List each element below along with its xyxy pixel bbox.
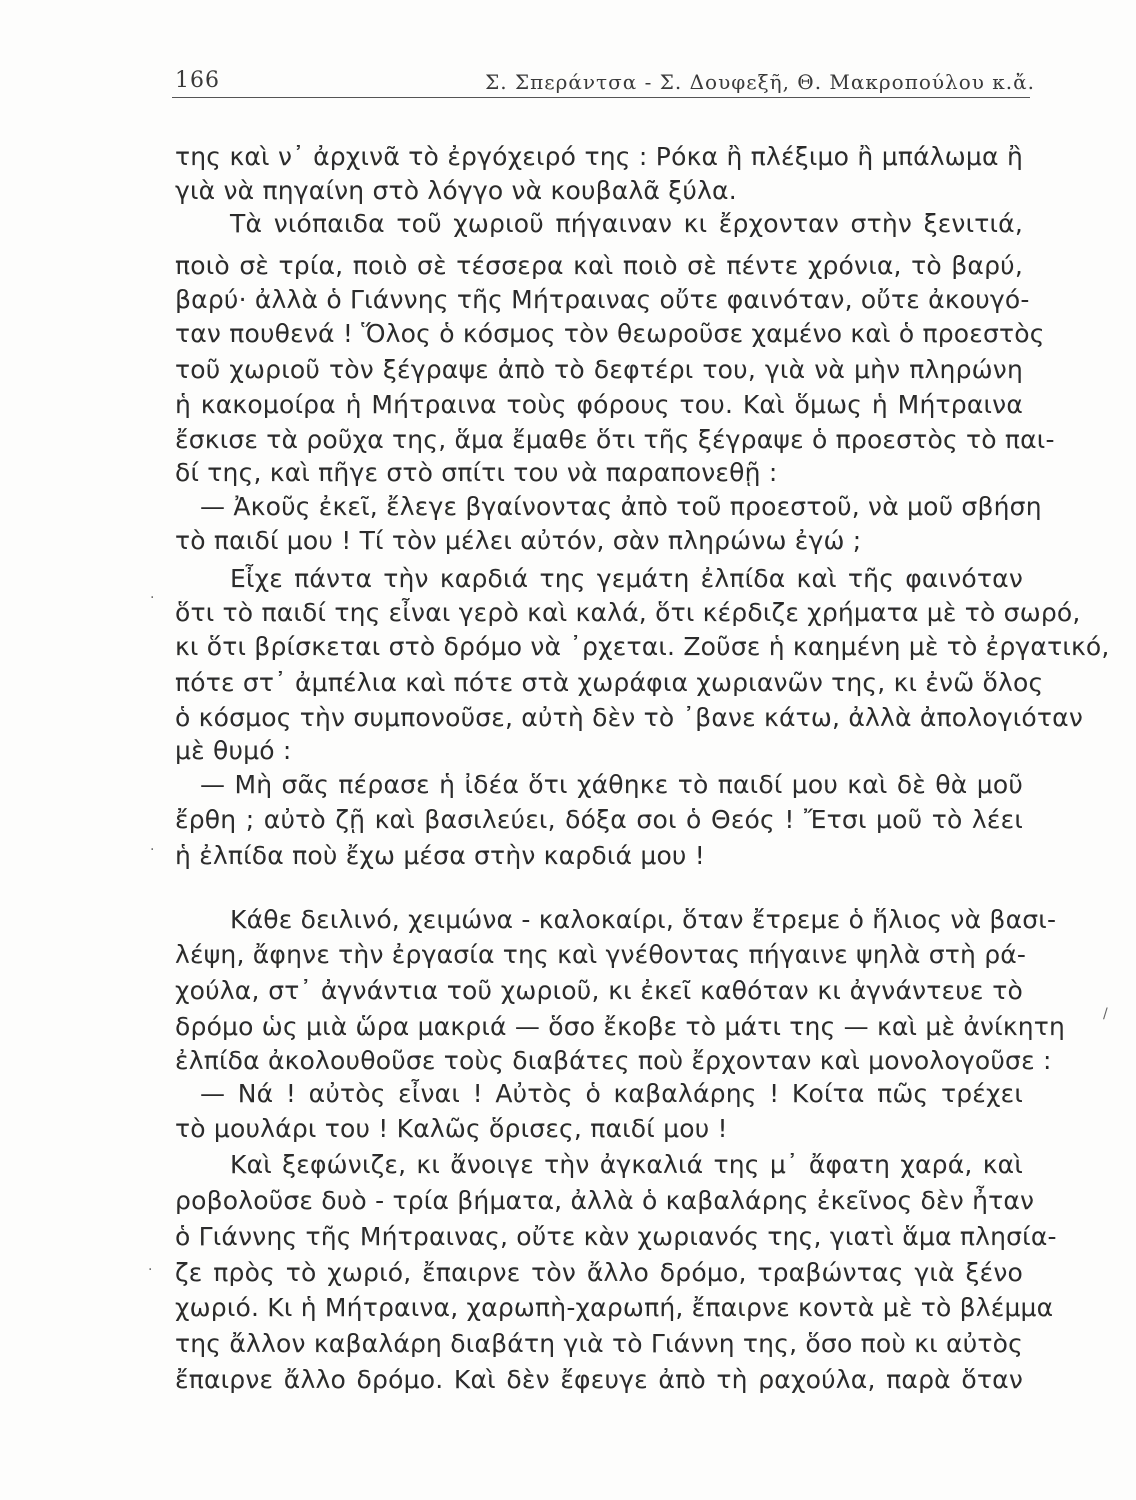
text-line: ἡ ἐλπίδα ποὺ ἔχω μέσα στὴν καρδιά μου ! (175, 841, 705, 870)
text-line: — Νά ! αὐτὸς εἶναι ! Αὐτὸς ὁ καβαλάρης ! Κοίτα πῶς τρέχει (200, 1079, 1023, 1108)
text-line: γιὰ νὰ πηγαίνη στὸ λόγγο νὰ κουβαλᾶ ξύλα. (175, 176, 737, 205)
text-line: της καὶ ν᾽ ἀρχινᾶ τὸ ἐργόχειρό της : Ρόκα ἢ πλέξιμο ἢ μπάλωμα ἢ (175, 142, 1023, 171)
margin-speck: · (150, 842, 155, 858)
text-line: δί της, καὶ πῆγε στὸ σπίτι του νὰ παραπονεθῇ : (175, 458, 778, 487)
text-line: ταν πουθενά ! Ὅλος ὁ κόσμος τὸν θεωροῦσε χαμένο καὶ ὁ προεστὸς (175, 319, 1045, 348)
text-line: ἡ κακομοίρα ἡ Μήτραινα τοὺς φόρους του. Καὶ ὅμως ἡ Μήτραινα (175, 390, 1023, 419)
text-line: ὁ Γιάννης τῆς Μήτραινας, οὔτε κὰν χωριανός της, γιατὶ ἅμα πλησία- (175, 1222, 1057, 1251)
text-line: ὅτι τὸ παιδί της εἶναι γερὸ καὶ καλά, ὅτι κέρδιζε χρήματα μὲ τὸ σωρό, (175, 598, 1081, 627)
text-line: βαρύ· ἀλλὰ ὁ Γιάννης τῆς Μήτραινας οὔτε φαινόταν, οὔτε ἀκουγό- (175, 285, 1030, 314)
text-line: Κάθε δειλινό, χειμώνα - καλοκαίρι, ὅταν ἔτρεμε ὁ ἥλιος νὰ βασι- (230, 905, 1057, 934)
margin-speck: / (1103, 1006, 1108, 1022)
text-line: τὸ παιδί μου ! Τί τὸν μέλει αὐτόν, σὰν πληρώνω ἐγώ ; (175, 526, 862, 555)
text-line: χωριό. Κι ἡ Μήτραινα, χαρωπὴ-χαρωπή, ἔπαιρνε κοντὰ μὲ τὸ βλέμμα (175, 1293, 1054, 1322)
text-line: — Ἀκοῦς ἐκεῖ, ἔλεγε βγαίνοντας ἀπὸ τοῦ προεστοῦ, νὰ μοῦ σβήση (200, 492, 1042, 521)
text-line: κι ὅτι βρίσκεται στὸ δρόμο νὰ ᾽ρχεται. Ζοῦσε ἡ καημένη μὲ τὸ ἐργατικό, (175, 632, 1110, 661)
text-line: ἔσκισε τὰ ροῦχα της, ἅμα ἔμαθε ὅτι τῆς ξέγραψε ὁ προεστὸς τὸ παι- (175, 425, 1055, 454)
text-line: Εἶχε πάντα τὴν καρδιά της γεμάτη ἐλπίδα καὶ τῆς φαινόταν (230, 564, 1023, 593)
text-line: τὸ μουλάρι του ! Καλῶς ὅρισες, παιδί μου ! (175, 1114, 728, 1143)
margin-speck: · (150, 590, 155, 606)
text-line: δρόμο ὡς μιὰ ὥρα μακριά — ὅσο ἔκοβε τὸ μάτι της — καὶ μὲ ἀνίκητη (175, 1012, 1066, 1041)
margin-speck: · (148, 1262, 153, 1278)
text-line: ἔπαιρνε ἄλλο δρόμο. Καὶ δὲν ἔφευγε ἀπὸ τὴ ραχούλα, παρὰ ὅταν (175, 1365, 1023, 1394)
text-line: Τὰ νιόπαιδα τοῦ χωριοῦ πήγαιναν κι ἔρχονταν στὴν ξενιτιά, (230, 209, 1023, 238)
text-line: ὁ κόσμος τὴν συμπονοῦσε, αὐτὴ δὲν τὸ ᾽βανε κάτω, ἀλλὰ ἀπολογιόταν (175, 703, 1083, 732)
text-line: μὲ θυμό : (175, 736, 292, 765)
text-line: ἔρθη ; αὐτὸ ζῇ καὶ βασιλεύει, δόξα σοι ὁ Θεός ! Ἔτσι μοῦ τὸ λέει (175, 805, 1023, 834)
page-header (175, 68, 1035, 98)
running-head: Σ. Σπεράντσα - Σ. Δουφεξῆ, Θ. Μακροπούλου κ.ἄ. (485, 70, 1035, 94)
text-line: ροβολοῦσε δυὸ - τρία βήματα, ἀλλὰ ὁ καβαλάρης ἐκεῖνος δὲν ἦταν (175, 1186, 1035, 1215)
text-line: — Μὴ σᾶς πέρασε ἡ ἰδέα ὅτι χάθηκε τὸ παιδί μου καὶ δὲ θὰ μοῦ (200, 770, 1023, 799)
text-line: τοῦ χωριοῦ τὸν ξέγραψε ἀπὸ τὸ δεφτέρι του, γιὰ νὰ μὴν πληρώνη (175, 355, 1023, 384)
text-line: πότε στ᾽ ἀμπέλια καὶ πότε στὰ χωράφια χωριανῶν της, κι ἐνῶ ὅλος (175, 668, 1044, 697)
header-rule (172, 97, 1030, 98)
text-line: Καὶ ξεφώνιζε, κι ἄνοιγε τὴν ἀγκαλιά της μ᾽ ἄφατη χαρά, καὶ (230, 1150, 1023, 1179)
text-line: ζε πρὸς τὸ χωριό, ἔπαιρνε τὸν ἄλλο δρόμο, τραβώντας γιὰ ξένο (175, 1258, 1023, 1287)
text-line: ποιὸ σὲ τρία, ποιὸ σὲ τέσσερα καὶ ποιὸ σὲ πέντε χρόνια, τὸ βαρύ, (175, 251, 1023, 280)
text-line: της ἄλλον καβαλάρη διαβάτη γιὰ τὸ Γιάννη της, ὅσο ποὺ κι αὐτὸς (175, 1329, 1023, 1358)
text-line: χούλα, στ᾽ ἀγνάντια τοῦ χωριοῦ, κι ἐκεῖ καθόταν κι ἀγνάντευε τὸ (175, 976, 1023, 1005)
page-number: 166 (175, 68, 220, 93)
text-line: ἐλπίδα ἀκολουθοῦσε τοὺς διαβάτες ποὺ ἔρχονταν καὶ μονολογοῦσε : (175, 1046, 1052, 1075)
text-line: λέψη, ἄφηνε τὴν ἐργασία της καὶ γνέθοντας πήγαινε ψηλὰ στὴ ρά- (175, 940, 1027, 969)
